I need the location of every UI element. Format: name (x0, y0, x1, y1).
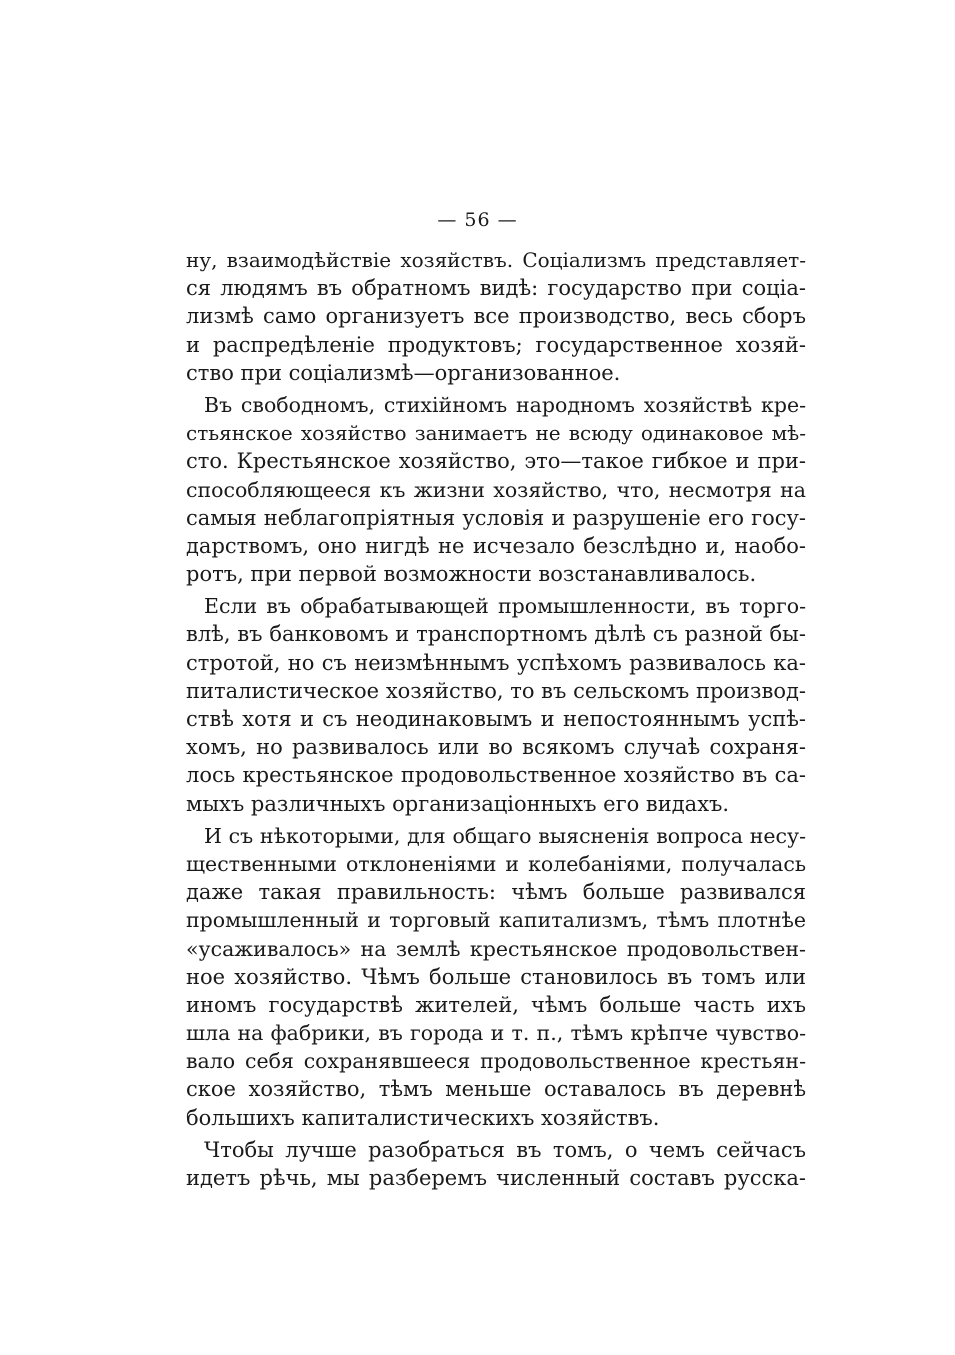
text-line: «усаживалось» на землѣ крестьянское продовольствен- (186, 936, 806, 961)
text-line: стротой, но съ неизмѣннымъ успѣхомъ развивалось ка- (186, 650, 806, 675)
text-line: сто. Крестьянское хозяйство, это—такое гибкое и при- (186, 449, 806, 474)
text-line: вало себя сохранявшееся продовольственное крестьян- (186, 1049, 806, 1074)
text-line: влѣ, въ банковомъ и транспортномъ дѣлѣ съ разной бы- (186, 622, 806, 647)
text-line: дарствомъ, оно нигдѣ не исчезало безслѣдно и, наобо- (186, 533, 806, 558)
text-line: промышленный и торговый капитализмъ, тѣмъ плотнѣе (186, 908, 806, 933)
paragraph (186, 822, 806, 1132)
text-line: ство при соціализмѣ—организованное. (186, 360, 621, 385)
text-line: ся людямъ въ обратномъ видѣ: государство при соціа- (186, 276, 806, 301)
paragraph (186, 391, 806, 588)
text-line: щественными отклоненіями и колебаніями, получалась (186, 851, 806, 876)
body-text (186, 246, 806, 1192)
paragraph (186, 246, 806, 387)
text-line: даже такая правильность: чѣмъ больше развивался (186, 880, 806, 905)
text-line: лось крестьянское продовольственное хозяйство въ са- (186, 763, 806, 788)
text-line: питалистическое хозяйство, то въ сельскомъ производ- (186, 678, 806, 703)
text-line: ское хозяйство, тѣмъ меньше оставалось въ деревнѣ (186, 1077, 806, 1102)
text-line: идетъ рѣчь, мы разберемъ численный составъ русска- (186, 1166, 806, 1190)
text-line: И съ нѣкоторыми, для общаго выясненія вопроса несу- (204, 823, 806, 848)
text-line: лизмѣ само организуетъ все производство, весь сборъ (186, 304, 806, 329)
text-line: самыя неблагопріятныя условія и разрушеніе его госу- (186, 505, 806, 530)
text-line: мыхъ различныхъ организаціонныхъ его видахъ. (186, 791, 730, 816)
text-line: Въ свободномъ, стихійномъ народномъ хозяйствѣ кре- (204, 392, 806, 417)
text-line: способляющееся къ жизни хозяйство, что, несмотря на (186, 477, 806, 502)
text-line: Чтобы лучше разобраться въ томъ, о чемъ сейчасъ (204, 1137, 806, 1162)
paragraph (186, 592, 806, 818)
text-line: ствѣ хотя и съ неодинаковымъ и непостояннымъ успѣ- (186, 707, 806, 731)
text-line: ротъ, при первой возможности возстанавливалось. (186, 562, 757, 587)
text-line: и распредѣленіе продуктовъ; государственное хозяй- (186, 332, 806, 357)
text-line: хомъ, но развивалось или во всякомъ случаѣ сохраня- (186, 735, 806, 760)
paragraph (186, 1136, 806, 1192)
page-number: — 56 — (437, 209, 518, 231)
text-line: иномъ государствѣ жителей, чѣмъ больше часть ихъ (186, 992, 806, 1017)
text-line: шла на фабрики, въ города и т. п., тѣмъ крѣпче чувство- (186, 1021, 806, 1046)
text-line: большихъ капиталистическихъ хозяйствъ. (186, 1105, 660, 1130)
text-line: Если въ обрабатывающей промышленности, въ торго- (204, 594, 806, 619)
text-line: ну, взаимодѣйствіе хозяйствъ. Соціализмъ представляет- (186, 248, 806, 272)
text-line: стьянское хозяйство занимаетъ не всюду одинаковое мѣ- (186, 421, 806, 446)
text-line: ное хозяйство. Чѣмъ больше становилось въ томъ или (186, 964, 806, 989)
